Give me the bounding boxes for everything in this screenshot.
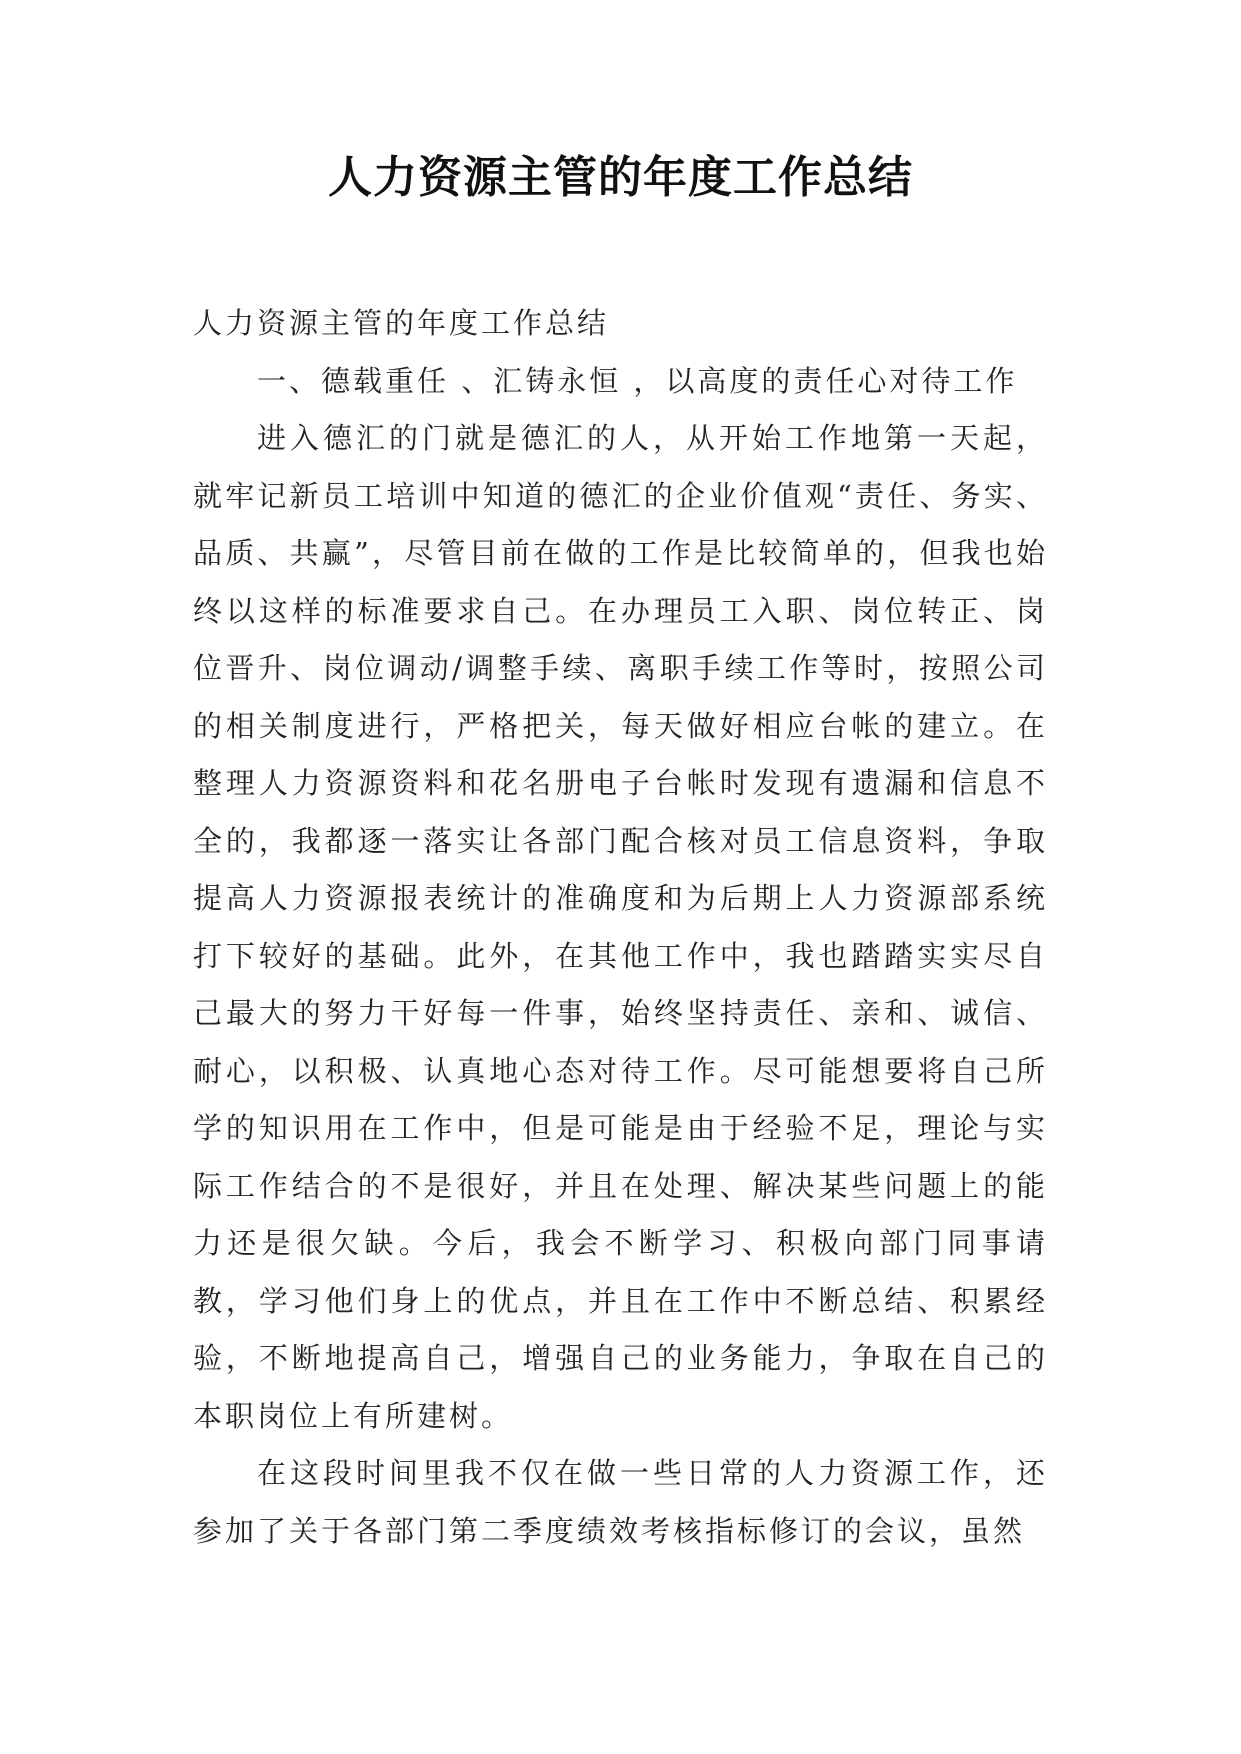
section-heading: 一、德载重任 、汇铸永恒 ，以高度的责任心对待工作 — [257, 363, 1018, 398]
body-paragraph-1: 进入德汇的门就是德汇的人，从开始工作地第一天起，就牢记新员工培训中知道的德汇的企业价值观“责任、务实、品质、共赢”，尽管目前在做的工作是比较简单的，但我也始终以这样的标准要求自己。在办理员工入职、岗位转正、岗位晋升、岗位调动/调整手续、离职手续工作等时，按照公司的相关制度进行，严格把关，每天做好相应台帐的建立。在整理人力资源资料和花名册电子台帐时发现有遗漏和信息不全的，我都逐一落实让各部门配合核对员工信息资料，争取提高人力资源报表统计的准确度和为后期上人力资源部系统打下较好的基础。此外，在其他工作中，我也踏踏实实尽自己最大的努力干好每一件事，始终坚持责任、亲和、诚信、耐心，以积极、认真地心态对待工作。尽可能想要将自己所学的知识用在工作中，但是可能是由于经验不足，理论与实际工作结合的不是很好，并且在处理、解决某些问题上的能力还是很欠缺。今后，我会不断学习、积极向部门同事请教，学习他们身上的优点，并且在工作中不断总结、积累经验，不断地提高自己，增强自己的业务能力，争取在自己的本职岗位上有所建树。 — [193, 421, 1048, 1433]
body-paragraph-2: 在这段时间里我不仅在做一些日常的人力资源工作，还参加了关于各部门第二季度绩效考核指标修订的会议，虽然 — [193, 1456, 1048, 1548]
document-title: 人力资源主管的年度工作总结 — [328, 152, 913, 203]
document-subtitle: 人力资源主管的年度工作总结 — [193, 306, 610, 340]
document-body — [193, 295, 1048, 1560]
